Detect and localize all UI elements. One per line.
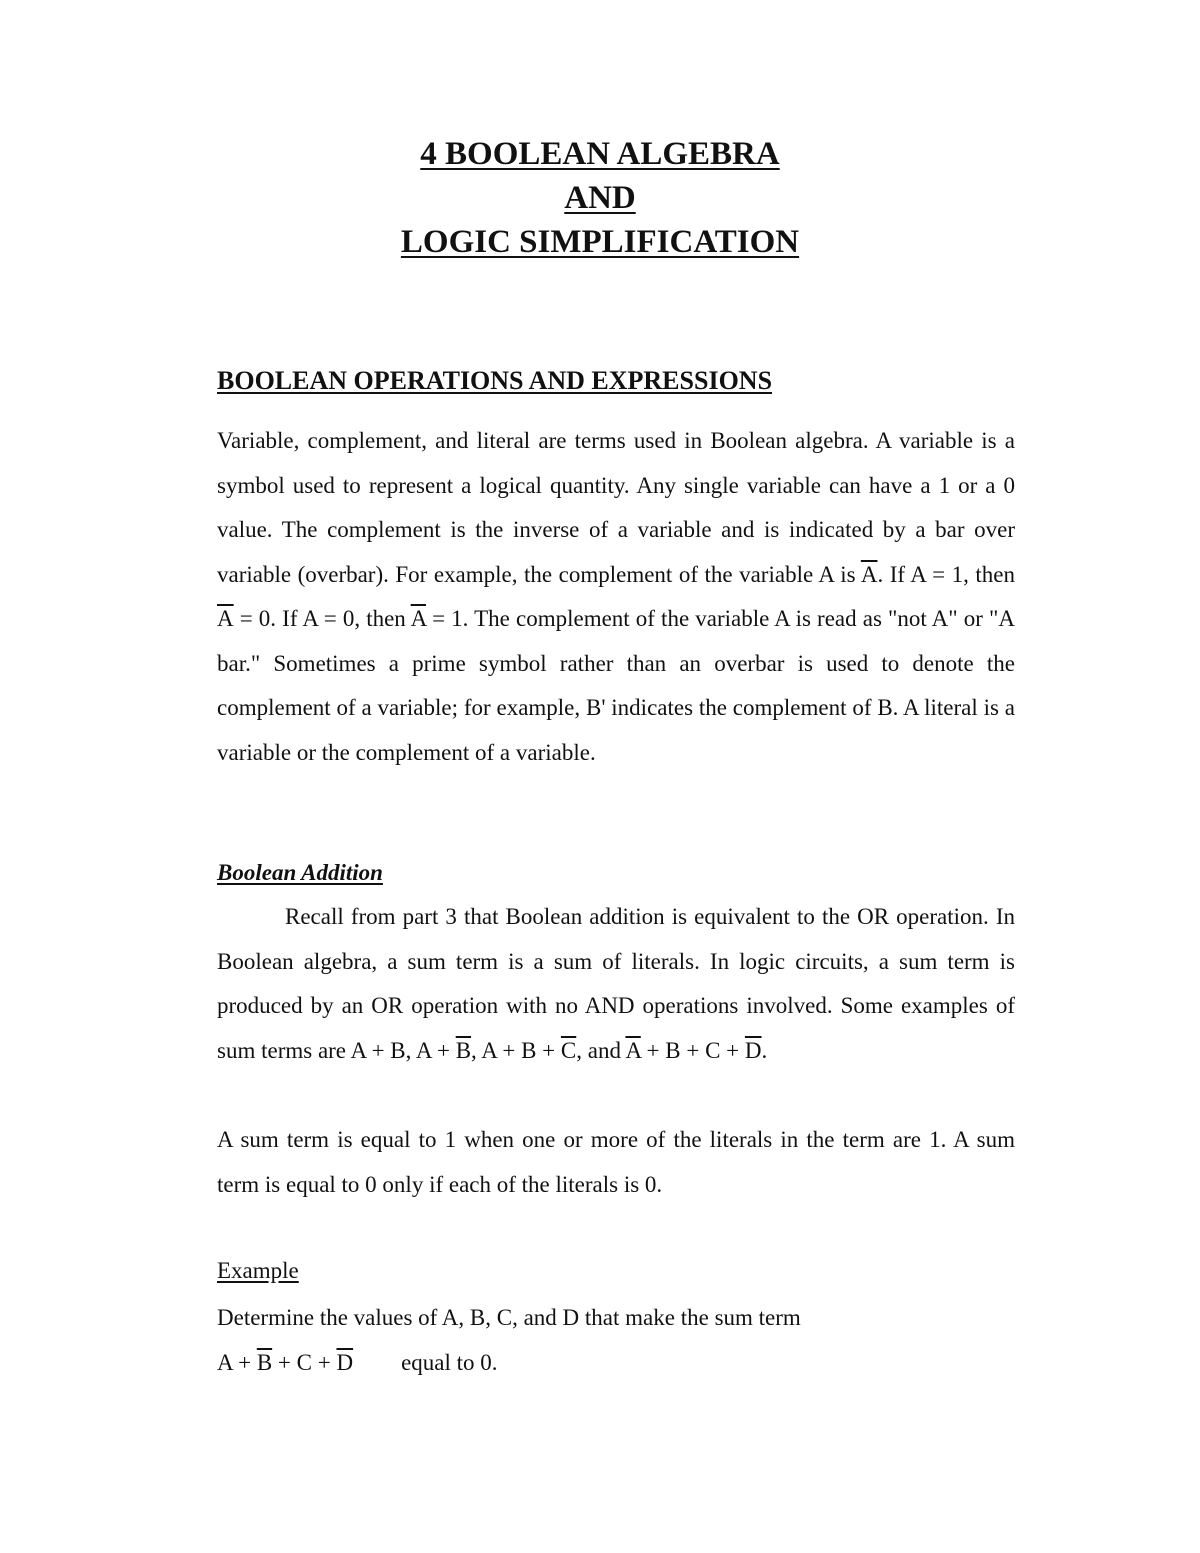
- overbar-b: $\overline{B}$: [256, 1349, 273, 1375]
- overbar-a: $\overline{A}$: [625, 1037, 641, 1063]
- overbar-a: $\overline{A}$: [217, 606, 234, 631]
- chapter-title: [0, 132, 1200, 264]
- title-line-2: AND: [564, 180, 636, 216]
- paragraph-sum-term-values: A sum term is equal to 1 when one or more of the literals in the term are 1. A sum term is equal to 0 only if each of the literals is 0.: [217, 1127, 1015, 1197]
- overbar-d: $\overline{D}$: [336, 1349, 354, 1375]
- overbar-b: $\overline{B}$: [455, 1037, 472, 1063]
- section-heading: BOOLEAN OPERATIONS AND EXPRESSIONS: [217, 366, 773, 395]
- overbar-a: $\overline{A}$: [860, 561, 878, 587]
- example-body: [217, 1296, 1015, 1385]
- overbar-c: $\overline{C}$: [560, 1037, 577, 1063]
- paragraph-boolean-addition: Recall from part 3 that Boolean addition is equivalent to the OR operation. In Boolean algebra, a sum term is a sum of literals. In logic circuits, a sum term is produced by an OR operation with no AND operations involved. Some examples of sum terms are A + B, $A + \overline{B}$, $A + B + \overline{C}$, and $\overline{A} + B + C + \overline{D}$.: [217, 904, 1015, 1063]
- overbar-a: $\overline{A}$: [410, 606, 426, 631]
- title-line-3: LOGIC SIMPLIFICATION: [400, 224, 800, 260]
- overbar-d: $\overline{D}$: [744, 1037, 762, 1063]
- title-line-1: 4 BOOLEAN ALGEBRA: [420, 136, 780, 172]
- subheading-boolean-addition: Boolean Addition: [217, 860, 383, 885]
- paragraph-definitions: Variable, complement, and literal are terms used in Boolean algebra. A variable is a symbol used to represent a logical quantity. Any single variable can have a 1 or a 0 value. The complement is the inverse of a variable and is indicated by a bar over variable (overbar). For example, the complement of the variable A is $\overline{A}$. If A = 1, then $\overline{A} = 0$. If A = 0, then $\overline{A} = 1$. The complement of the variable A is read as "not A" or "A bar." Sometimes a prime symbol rather than an overbar is used to denote the complement of a variable; for example, B' indicates the complement of B. A literal is a variable or the complement of a variable.: [217, 428, 1015, 765]
- example-heading: Example: [217, 1258, 299, 1283]
- example-instruction: Determine the values of A, B, C, and D that make the sum term: [217, 1305, 801, 1330]
- example-expression: $A + \overline{B} + C + \overline{D}$ equal to 0.: [217, 1349, 498, 1375]
